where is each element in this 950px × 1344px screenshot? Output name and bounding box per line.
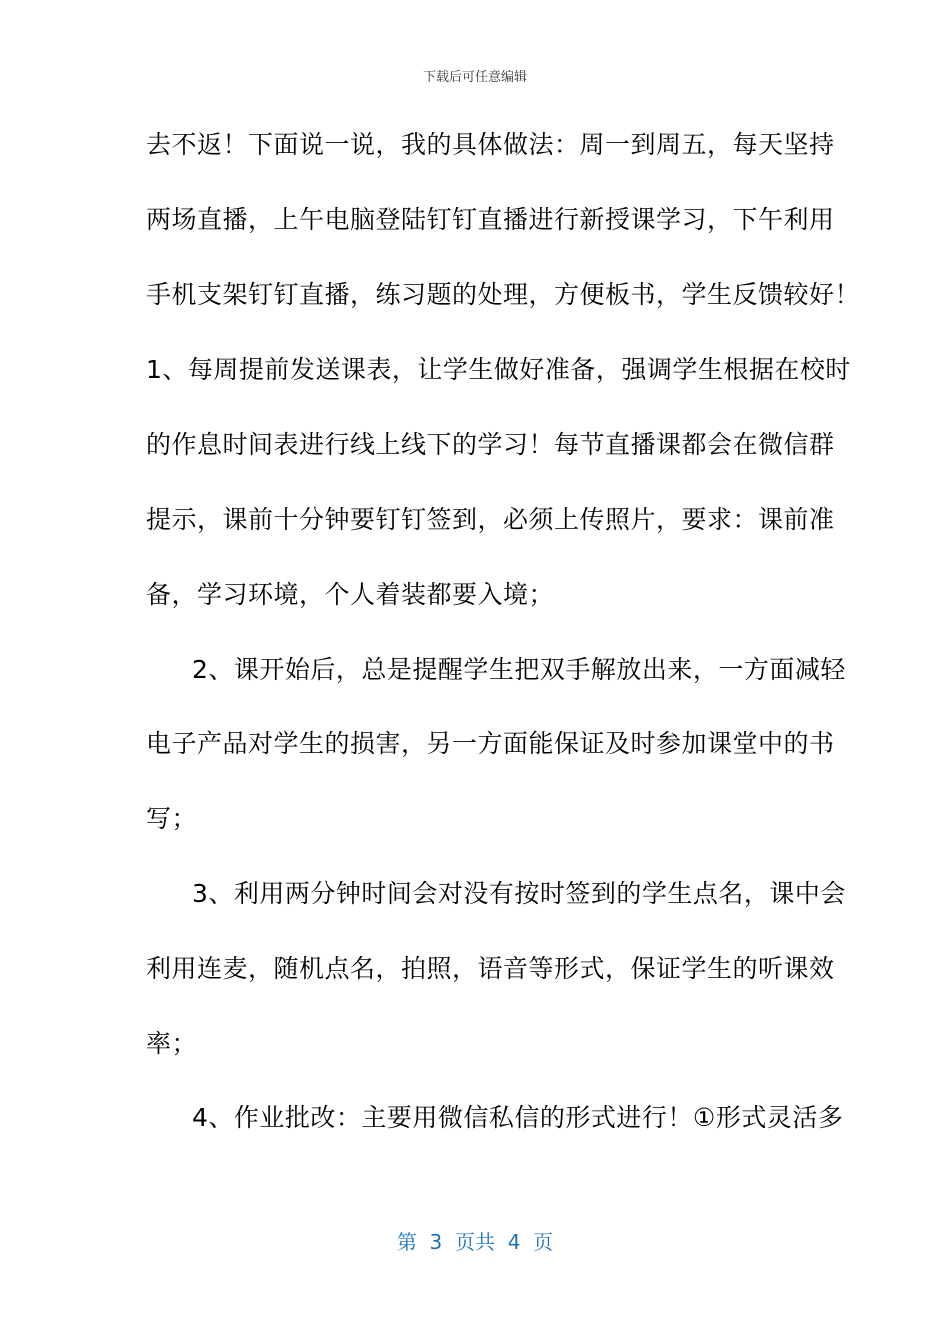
paragraph-line: 电子产品对学生的损害，另一方面能保证及时参加课堂中的书 — [146, 729, 835, 758]
paragraph-line: 手机支架钉钉直播，练习题的处理，方便板书，学生反馈较好！ — [146, 280, 861, 309]
paragraph-line: 2、课开始后，总是提醒学生把双手解放出来，一方面减轻 — [192, 655, 846, 684]
paragraph-line: 备，学习环境，个人着装都要入境； — [146, 580, 555, 609]
page-header: 下载后可任意编辑 — [422, 70, 527, 85]
paragraph-line: 3、利用两分钟时间会对没有按时签到的学生点名，课中会 — [192, 879, 846, 908]
paragraph-line: 1、每周提前发送课表，让学生做好准备，强调学生根据在校时 — [146, 355, 851, 384]
paragraph-line: 去不返！下面说一说，我的具体做法：周一到周五，每天坚持 — [146, 130, 835, 159]
page-number-footer: 第 3 页共 4 页 — [396, 1230, 554, 1254]
paragraph-line: 率； — [146, 1029, 198, 1058]
paragraph-line: 利用连麦，随机点名，拍照，语音等形式，保证学生的听课效 — [146, 954, 835, 983]
paragraph-line: 的作息时间表进行线上线下的学习！每节直播课都会在微信群 — [146, 430, 835, 459]
paragraph-line: 两场直播，上午电脑登陆钉钉直播进行新授课学习，下午利用 — [146, 205, 835, 234]
paragraph-line: 提示，课前十分钟要钉钉签到，必须上传照片，要求：课前准 — [146, 505, 835, 534]
paragraph-line: 4、作业批改：主要用微信私信的形式进行！①形式灵活多 — [192, 1103, 844, 1132]
paragraph-line: 写； — [146, 804, 198, 833]
